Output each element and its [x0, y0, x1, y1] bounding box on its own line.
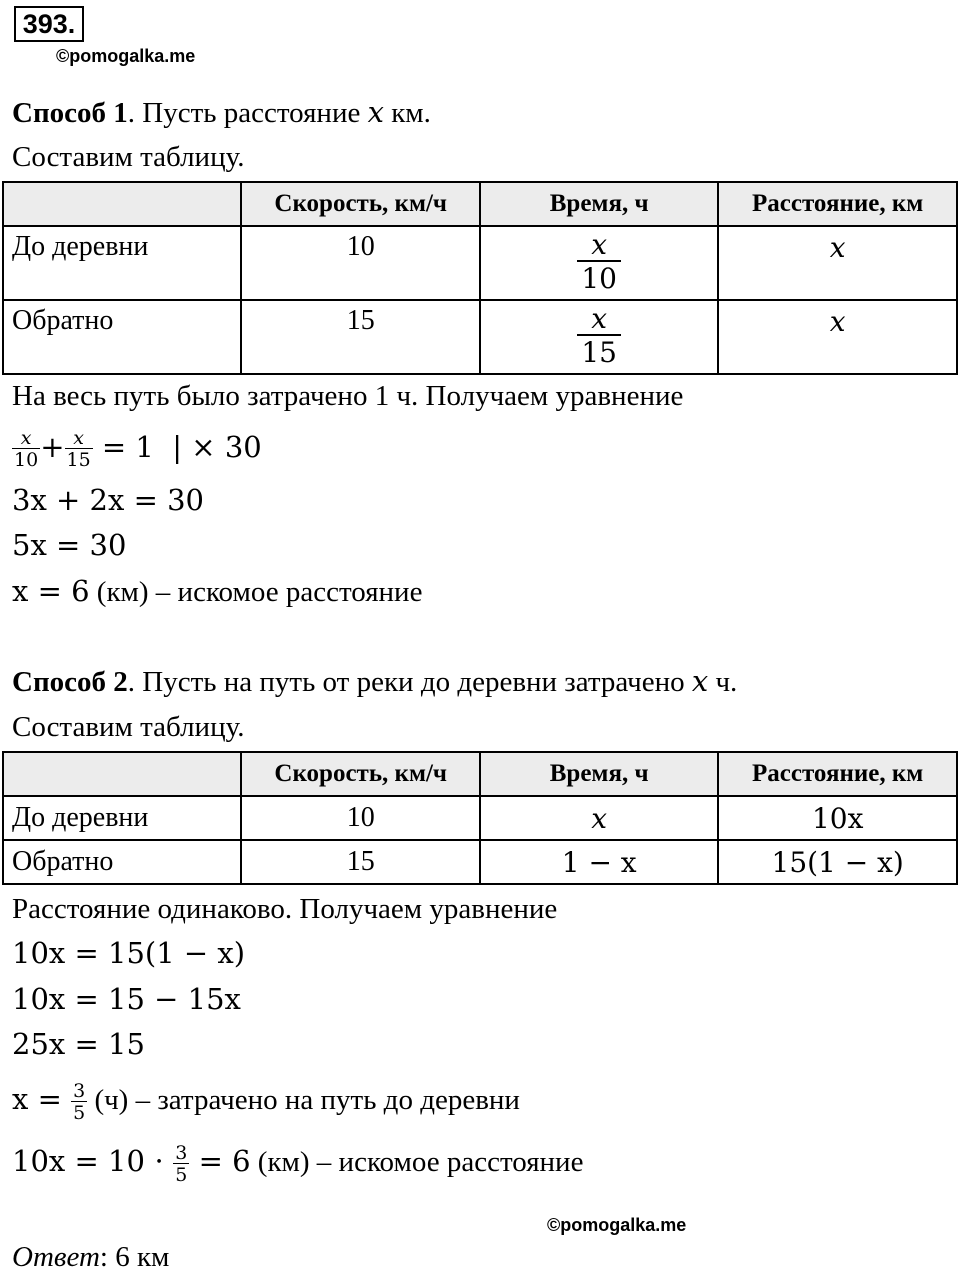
fraction	[173, 1143, 189, 1186]
answer-value: : 6 км	[99, 1241, 170, 1273]
watermark-top: ©pomogalka.me	[56, 46, 196, 66]
equation-text: (ч) – затрачено на путь до деревни	[87, 1084, 520, 1116]
method2-heading: Способ 2	[12, 666, 128, 698]
fraction-denominator: 5	[73, 1101, 86, 1124]
equation-math: x =	[12, 1082, 72, 1116]
problem-number: 393.	[14, 6, 84, 42]
answer	[12, 1240, 169, 1274]
method2-intro-unit: ч.	[708, 666, 738, 698]
fraction-denominator: 15	[66, 448, 91, 471]
fraction	[577, 304, 621, 370]
method2-make-table: Составим таблицу.	[12, 711, 245, 743]
table-cell: 15	[241, 840, 480, 884]
table-header: Время, ч	[480, 752, 718, 796]
equation-text: (км) – искомое расстояние	[89, 576, 423, 608]
method1-equation-2: 3x + 2x = 30	[12, 483, 204, 517]
method1-intro-var: x	[367, 95, 384, 129]
fraction-numerator: x	[591, 302, 608, 335]
method1-intro	[12, 95, 431, 130]
table-cell: 10	[241, 226, 480, 300]
fraction-denominator: 5	[175, 1163, 188, 1186]
answer-label: Ответ	[12, 1241, 100, 1273]
table-cell: 1 − x	[480, 840, 718, 884]
method2-intro	[12, 664, 737, 699]
fraction-numerator: x	[591, 228, 608, 261]
fraction	[577, 230, 621, 296]
fraction-denominator: 10	[14, 448, 39, 471]
fraction	[71, 1081, 87, 1124]
table-cell: x	[718, 226, 957, 300]
method2-intro-text: . Пусть на путь от реки до деревни затрачено	[127, 666, 692, 698]
table-cell: До деревни	[3, 226, 241, 300]
table-header: Расстояние, км	[718, 752, 957, 796]
table-cell: До деревни	[3, 796, 241, 840]
method2-equation-1: 10x = 15(1 − x)	[12, 936, 246, 970]
method2-statement: Расстояние одинаково. Получаем уравнение	[12, 893, 558, 925]
table-header: Время, ч	[480, 182, 718, 226]
table-cell: 10x	[718, 796, 957, 840]
method2-equation-3: 25x = 15	[12, 1027, 145, 1061]
fraction	[12, 428, 40, 471]
table-cell: Обратно	[3, 300, 241, 374]
method1-intro-text: . Пусть расстояние	[127, 97, 368, 129]
table-cell: 15(1 − x)	[718, 840, 957, 884]
plus-sign: +	[40, 430, 65, 464]
method2-equation-2: 10x = 15 − 15x	[12, 982, 241, 1016]
method2-equation-5	[12, 1132, 583, 1191]
table-row	[3, 300, 957, 374]
equation-math: 10x = 10 ⋅	[12, 1144, 174, 1178]
table-header: Скорость, км/ч	[241, 182, 480, 226]
method2-table	[2, 751, 958, 885]
fraction-numerator: 3	[175, 1141, 188, 1164]
equation-rest: = 1 | × 30	[92, 430, 262, 464]
equation-math: = 6	[189, 1144, 251, 1178]
method1-intro-unit: км.	[383, 97, 431, 129]
fraction-denominator: 15	[577, 334, 621, 370]
table-cell: 10	[241, 796, 480, 840]
table-cell	[480, 300, 718, 374]
table-header-row	[3, 752, 957, 796]
method2-equation-4	[12, 1070, 520, 1129]
table-row	[3, 226, 957, 300]
method2-intro-var: x	[691, 664, 709, 698]
table-cell: 15	[241, 300, 480, 374]
fraction-denominator: 10	[577, 260, 621, 296]
method1-statement: На весь путь было затрачено 1 ч. Получаем уравнение	[12, 380, 684, 412]
method1-heading: Способ 1	[12, 97, 128, 129]
table-cell: x	[480, 796, 718, 840]
method1-table	[2, 181, 958, 375]
method1-equation-1	[12, 418, 262, 476]
fraction	[65, 428, 93, 471]
table-header: Расстояние, км	[718, 182, 957, 226]
table-cell	[480, 226, 718, 300]
table-row	[3, 840, 957, 884]
table-header: Скорость, км/ч	[241, 752, 480, 796]
equation-text: (км) – искомое расстояние	[250, 1146, 584, 1178]
fraction-numerator: x	[20, 426, 32, 449]
table-header	[3, 182, 241, 226]
method1-equation-3: 5x = 30	[12, 528, 127, 562]
table-row	[3, 796, 957, 840]
table-header	[3, 752, 241, 796]
table-cell: Обратно	[3, 840, 241, 884]
fraction-numerator: 3	[73, 1079, 86, 1102]
equation-math: x = 6	[12, 574, 90, 608]
watermark-bottom: ©pomogalka.me	[547, 1215, 687, 1235]
method1-equation-4	[12, 574, 422, 609]
method1-make-table: Составим таблицу.	[12, 141, 245, 173]
table-cell: x	[718, 300, 957, 374]
fraction-numerator: x	[73, 426, 84, 449]
table-header-row	[3, 182, 957, 226]
